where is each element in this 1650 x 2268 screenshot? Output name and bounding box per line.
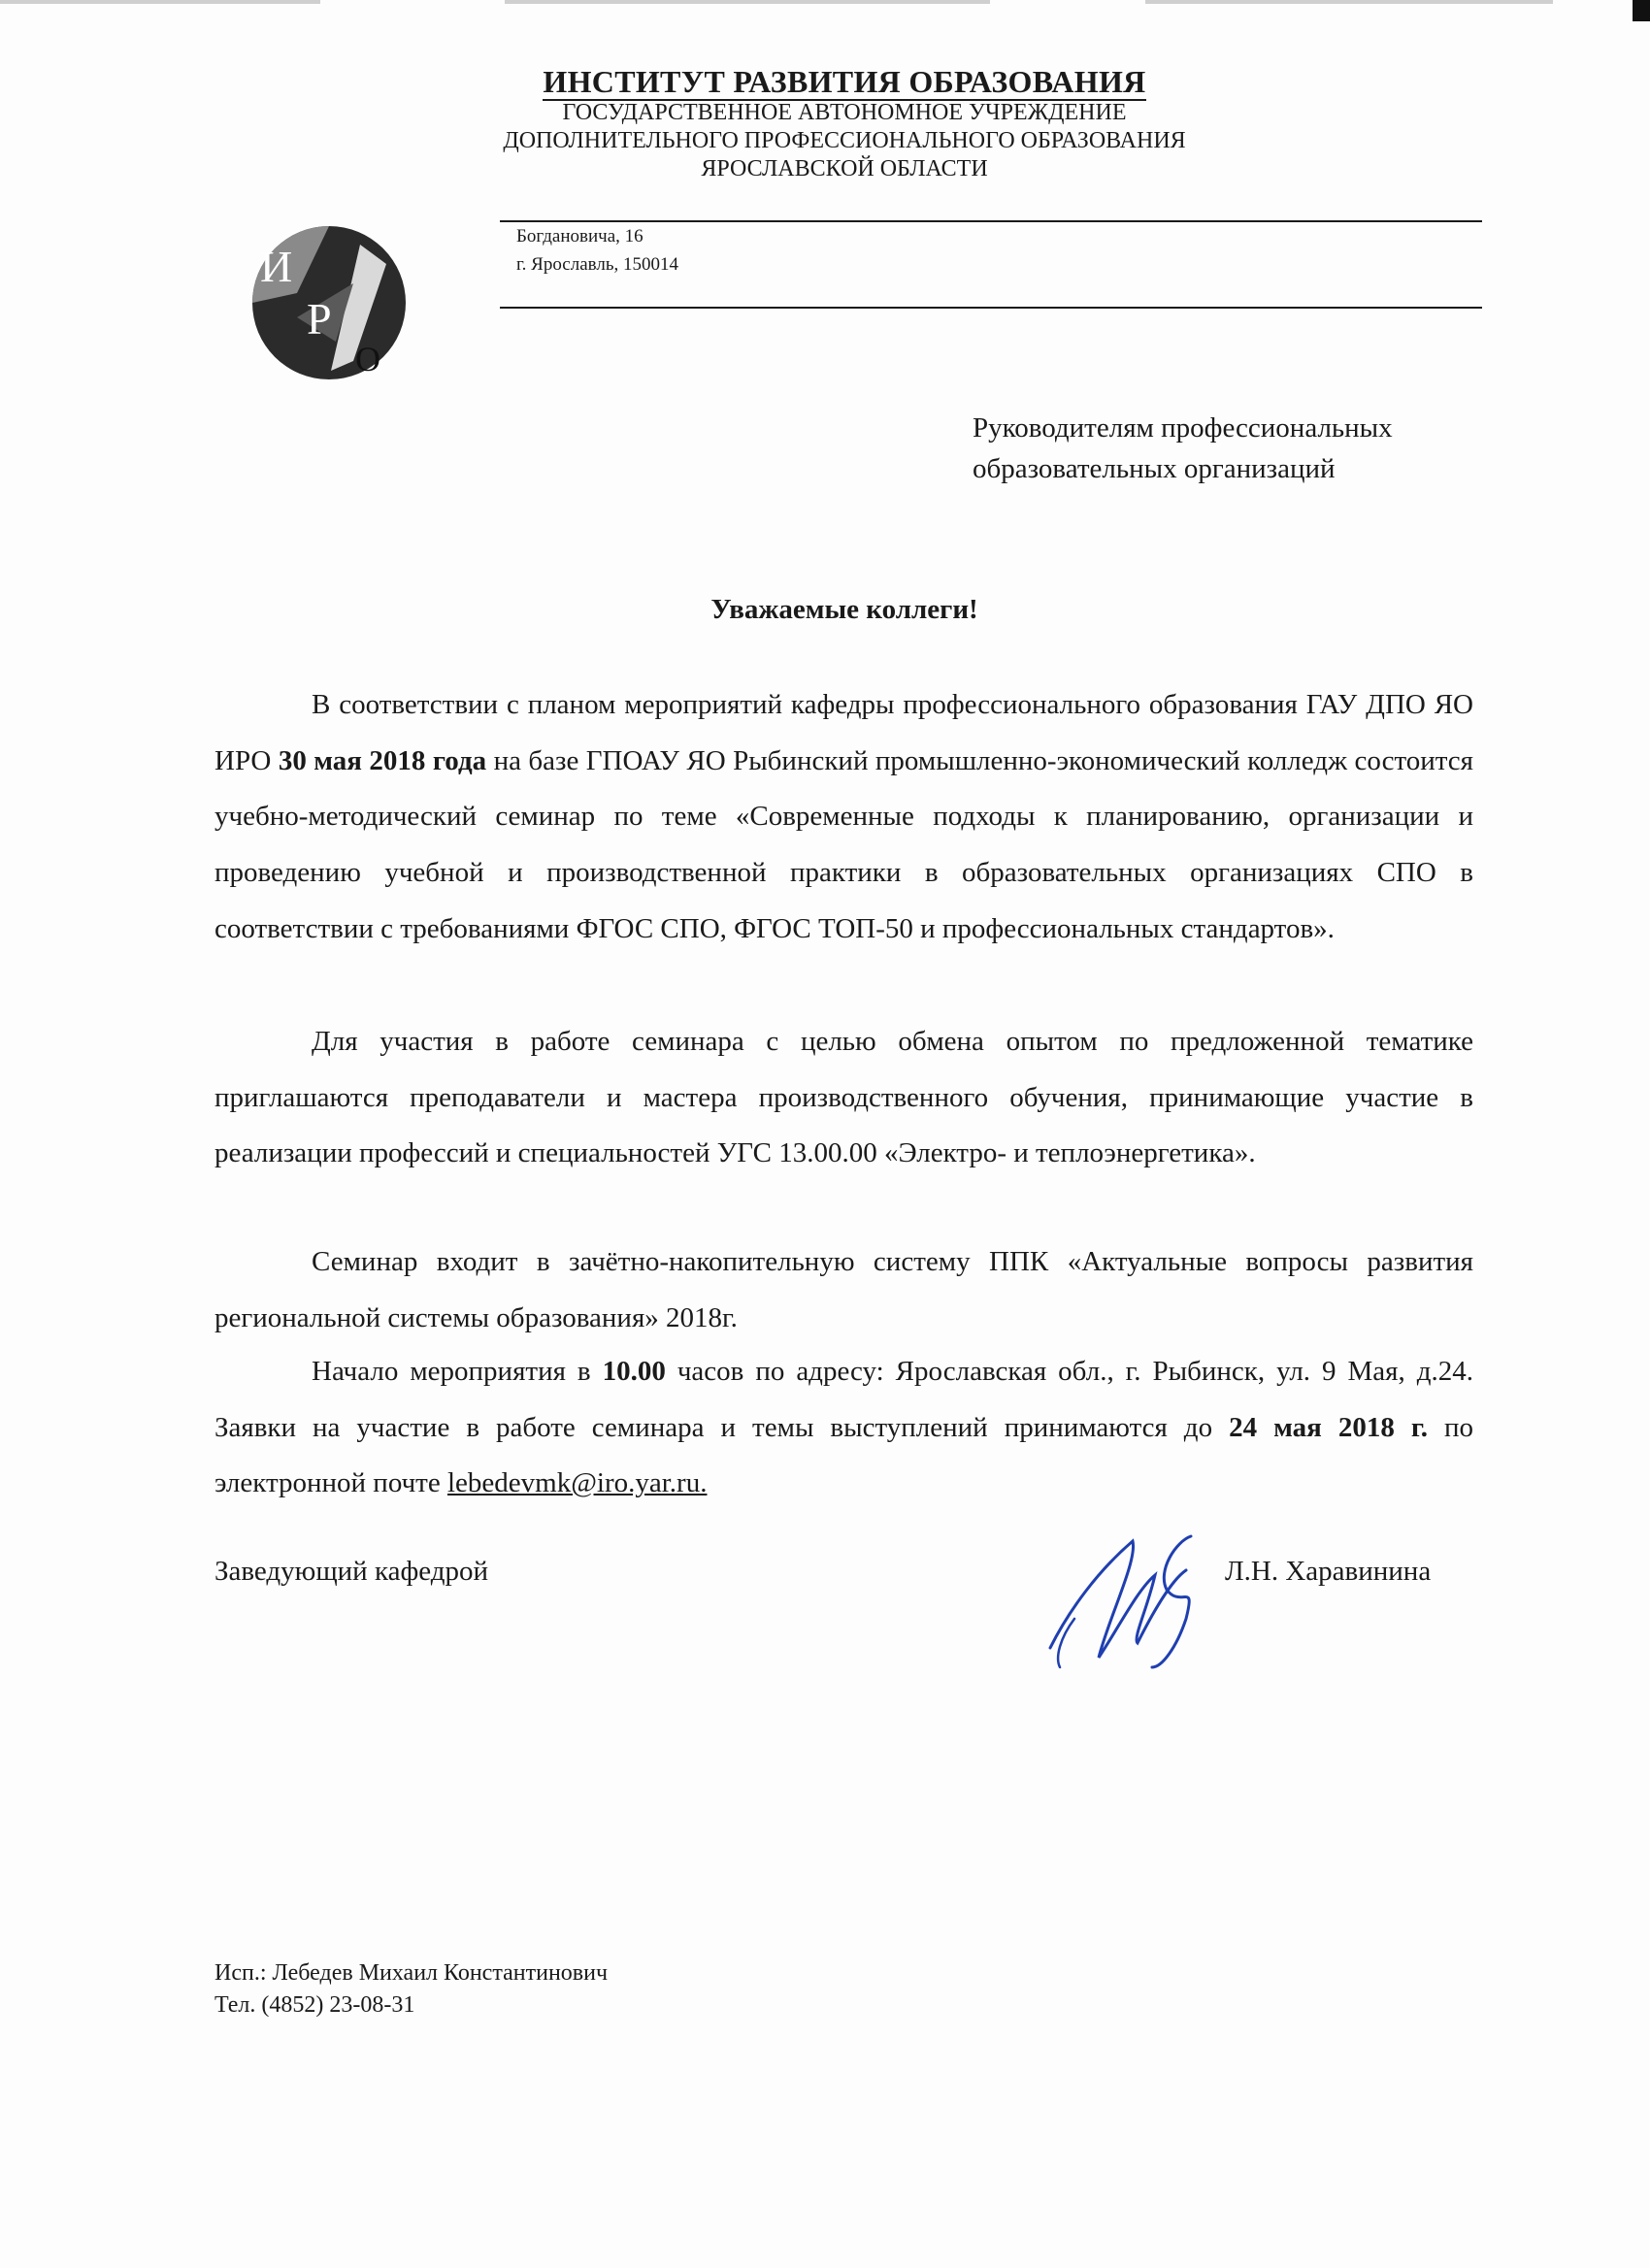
body-paragraph-3: Семинар входит в зачётно-накопительную систему ППК «Актуальные вопросы развития региональной системы образования» 2018г. [214,1246,1473,1333]
address-city: г. Ярославль, 150014 [516,254,679,275]
scan-edge-dash [505,0,990,4]
address-street: Богдановича, 16 [516,226,644,247]
body-paragraph-2: Для участия в работе семинара с целью обмена опытом по предложенной тематике приглашаются преподаватели и мастера производственного обучения, принимающие участие в реализации профессий и специальностей УГС 13.00.00 «Электро- и теплоэнергетика». [214,1026,1473,1169]
executor-phone: Тел. (4852) 23-08-31 [214,1992,415,2018]
recipient-line-1: Руководителям профессиональных [973,412,1393,444]
body-paragraph-4: Начало мероприятия в 10.00 часов по адресу: Ярославская обл., г. Рыбинск, ул. 9 Мая, д.24. Заявки на участие в работе семинара и темы выступлений принимаются до 24 мая 2018 г. по электронной почте lebedevmk@iro.yar.ru. [214,1356,1473,1499]
scan-edge-dash [0,0,320,4]
start-time: 10.00 [602,1356,666,1387]
body-paragraph-1: В соответствии с планом мероприятий кафедры профессионального образования ГАУ ДПО ЯО ИРО 30 мая 2018 года на базе ГПОАУ ЯО Рыбинский промышленно-экономический колледж состоится учебно-методический семинар по теме «Современные подходы к планированию, организации и проведению учебной и производственной практики в образовательных организациях СПО в соответствии с требованиями ФГОС СПО, ФГОС ТОП-50 и профессиональных стандартов». [214,689,1473,944]
scan-edge-mark [1633,0,1650,21]
scan-edge-dash [1145,0,1553,4]
logo-letter-o: О [355,340,380,378]
address-rule-top [500,220,1482,222]
letterhead-line-2: ДОПОЛНИТЕЛЬНОГО ПРОФЕССИОНАЛЬНОГО ОБРАЗОВАНИЯ [503,128,1186,153]
logo-letter-r: Р [307,294,332,344]
greeting: Уважаемые коллеги! [710,594,978,625]
letterhead-line-1: ГОСУДАРСТВЕННОЕ АВТОНОМНОЕ УЧРЕЖДЕНИЕ [562,100,1127,125]
signatory-name: Л.Н. Харавинина [1225,1556,1432,1587]
signatory-role: Заведующий кафедрой [214,1556,489,1587]
address-rule-bottom [500,307,1482,309]
handwritten-signature [1040,1522,1244,1677]
executor-name: Исп.: Лебедев Михаил Константинович [214,1960,609,1986]
letterhead-line-3: ЯРОСЛАВСКОЙ ОБЛАСТИ [701,156,988,181]
deadline-date: 24 мая 2018 г. [1229,1411,1428,1443]
iro-logo [239,225,419,380]
email-link[interactable]: lebedevmk@iro.yar.ru. [446,1467,708,1499]
logo-letter-i: И [260,242,293,291]
recipient-block [973,408,1393,489]
seminar-date: 30 мая 2018 года [278,744,487,776]
letterhead-title: ИНСТИТУТ РАЗВИТИЯ ОБРАЗОВАНИЯ [543,64,1146,99]
recipient-line-2: образовательных организаций [973,453,1336,484]
